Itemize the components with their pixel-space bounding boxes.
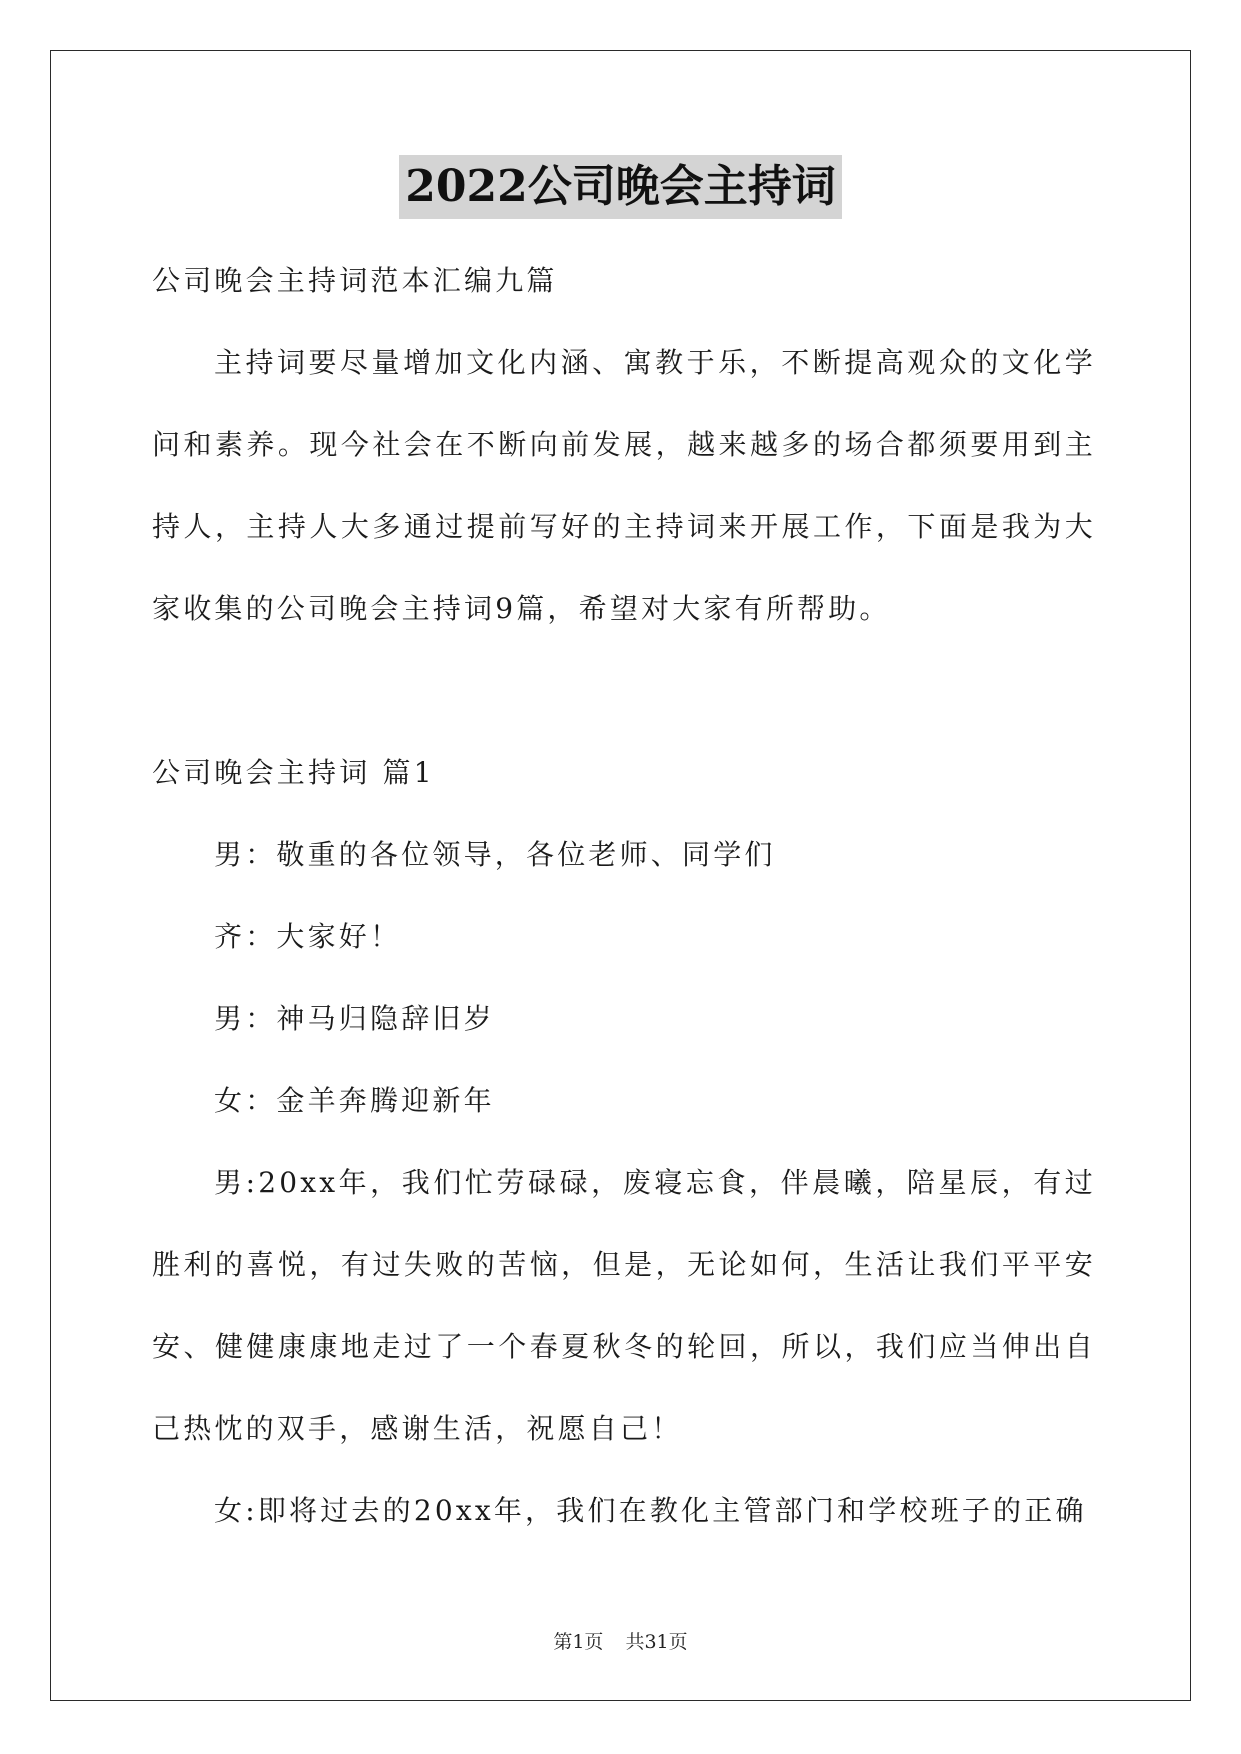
section-heading: 公司晚会主持词 篇1 bbox=[152, 756, 435, 789]
dialogue-line: 齐：大家好！ bbox=[214, 920, 402, 953]
dialogue-line: 女：金羊奔腾迎新年 bbox=[214, 1084, 495, 1117]
intro-paragraph: 主持词要尽量增加文化内涵、寓教于乐，不断提高观众的文化学问和素养。现今社会在不断向前发展，越来越多的场合都须要用到主持人，主持人大多通过提前写好的主持词来开展工作，下面是我为大家收集的公司晚会主持词9篇，希望对大家有所帮助。 bbox=[152, 346, 1096, 625]
dialogue-line: 男：神马归隐辞旧岁 bbox=[214, 1002, 495, 1035]
dialogue-line: 男：敬重的各位领导，各位老师、同学们 bbox=[214, 838, 776, 871]
title-container bbox=[0, 155, 1241, 219]
page-number: 第1页 bbox=[553, 1631, 604, 1653]
page-total: 共31页 bbox=[625, 1631, 688, 1653]
section-spacer bbox=[152, 650, 1096, 732]
document-body bbox=[152, 240, 1096, 1552]
page-footer bbox=[0, 1627, 1241, 1654]
dialogue-line: 女:即将过去的20xx年，我们在教化主管部门和学校班子的正确 bbox=[214, 1494, 1087, 1527]
document-subtitle: 公司晚会主持词范本汇编九篇 bbox=[152, 264, 558, 297]
dialogue-line: 男:20xx年，我们忙劳碌碌，废寝忘食，伴晨曦，陪星辰，有过胜利的喜悦，有过失败的苦恼，但是，无论如何，生活让我们平平安安、健健康康地走过了一个春夏秋冬的轮回，所以，我们应当伸出自己热忱的双手，感谢生活，祝愿自己！ bbox=[152, 1166, 1096, 1445]
document-title: 2022公司晚会主持词 bbox=[399, 155, 841, 219]
